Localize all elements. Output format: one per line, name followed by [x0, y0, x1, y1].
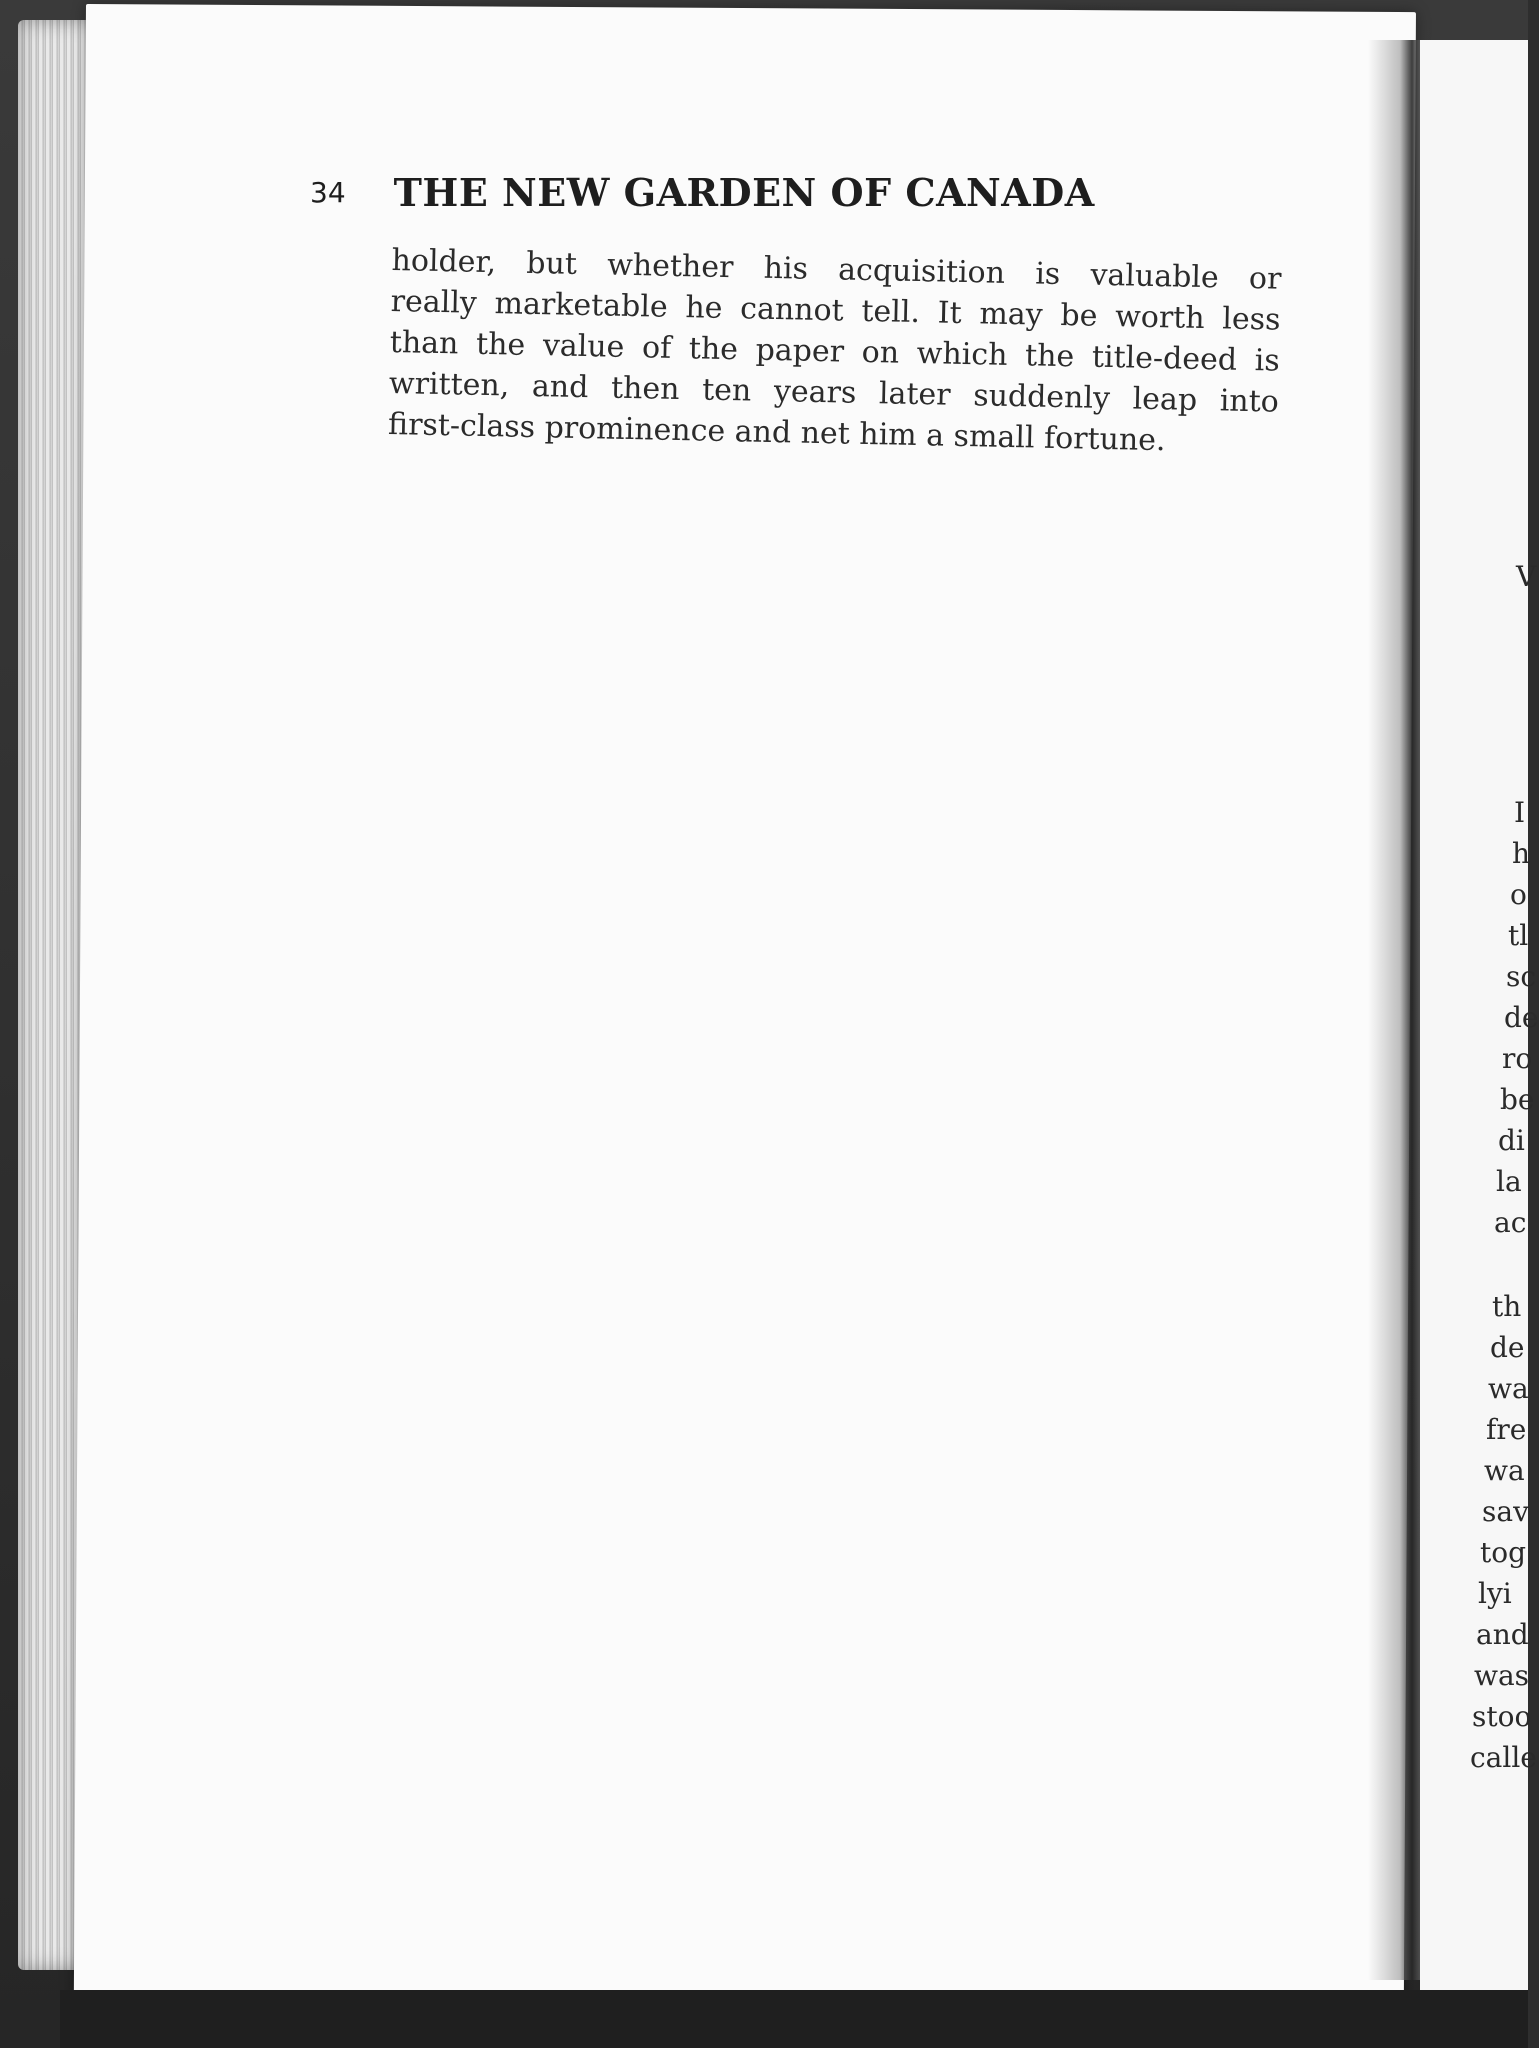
body-line: written, and then ten years later suddenly leap into	[388, 365, 1280, 420]
facing-page-fragment: tog	[1480, 1536, 1527, 1569]
facing-page-fragment: stoo	[1472, 1700, 1532, 1733]
facing-page-fragment: wa	[1488, 1372, 1529, 1405]
bottom-shadow	[60, 1990, 1528, 2048]
facing-page-fragment: th	[1492, 1290, 1522, 1323]
facing-page-fragment: lyi	[1478, 1577, 1512, 1610]
facing-page-fragment: ro	[1502, 1042, 1533, 1075]
facing-page-fragment: la	[1496, 1165, 1522, 1198]
facing-page-fragment: and	[1476, 1618, 1529, 1651]
facing-page-fragment: I	[1514, 796, 1526, 829]
facing-page-fragment: di	[1498, 1124, 1525, 1157]
facing-page-fragment: calle	[1470, 1741, 1537, 1774]
running-title: THE NEW GARDEN OF CANADA	[393, 170, 1095, 215]
facing-page-fragment: de	[1490, 1331, 1525, 1364]
body-paragraph	[388, 240, 1282, 464]
facing-page-fragment: was	[1474, 1659, 1530, 1692]
facing-page-fragment: de	[1504, 1001, 1539, 1034]
facing-page-fragment: h	[1512, 837, 1531, 870]
facing-page-fragment: wa	[1484, 1454, 1525, 1487]
page-header	[310, 170, 1310, 215]
facing-page-fragment: tl	[1508, 919, 1529, 952]
body-line: really marketable he cannot tell. It may be worth less	[390, 283, 1281, 338]
facing-page-fragment: V	[1516, 560, 1537, 593]
facing-page-fragment: fre	[1486, 1413, 1527, 1446]
facing-page-fragment: o	[1510, 878, 1527, 911]
body-line: first-class prominence and net him a small fortune.	[387, 406, 1166, 459]
facing-page-fragment: sc	[1506, 960, 1537, 993]
body-line: holder, but whether his acquisition is valuable or	[391, 242, 1282, 297]
facing-page-fragment: be	[1500, 1083, 1535, 1116]
facing-page	[1420, 40, 1539, 2030]
facing-page-fragment: sav	[1482, 1495, 1529, 1528]
facing-page-fragment: ac	[1494, 1206, 1527, 1239]
body-line: than the value of the paper on which the title-deed is	[389, 324, 1281, 379]
page-number: 34	[310, 176, 346, 209]
